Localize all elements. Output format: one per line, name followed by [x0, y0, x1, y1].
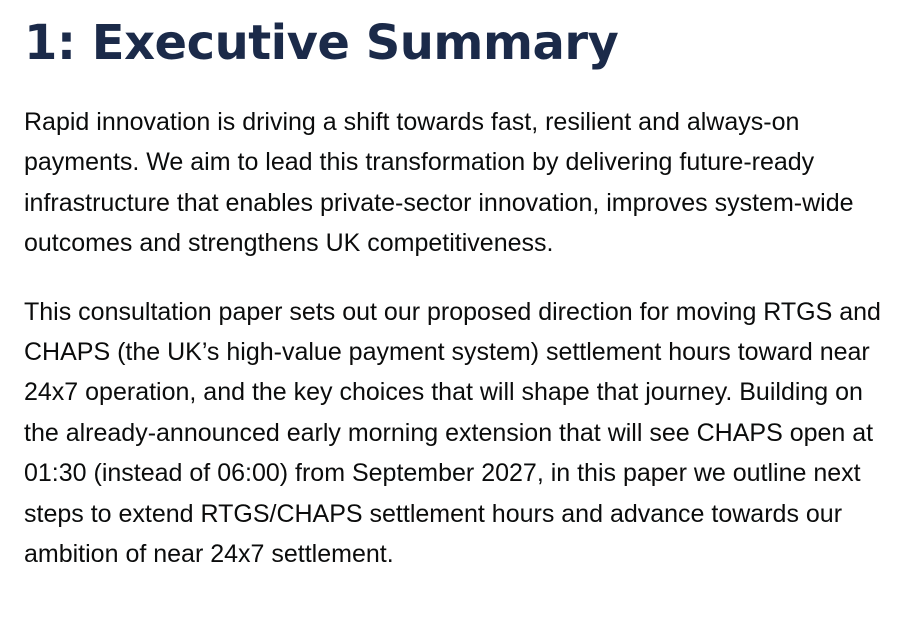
summary-paragraph-2: This consultation paper sets out our proposed direction for moving RTGS and CHAPS (the UK’s high-value payment system) settlement hours toward near 24x7 operation, and the key choices that will shape that journey. Building on the already-announced early morning extension that will see CHAPS open at 01:30 (instead of 06:00) from September 2027, in this paper we outline next steps to extend RTGS/CHAPS settlement hours and advance towards our ambition of near 24x7 settlement. [24, 297, 881, 569]
summary-paragraph-1: Rapid innovation is driving a shift towards fast, resilient and always-on payments. We aim to lead this transformation by delivering future-ready infrastructure that enables private-sector innovation, improves system-wide outcomes and strengthens UK competitiveness. [24, 108, 854, 258]
document-page [24, 0, 894, 574]
section-title: 1: Executive Summary [24, 15, 619, 71]
